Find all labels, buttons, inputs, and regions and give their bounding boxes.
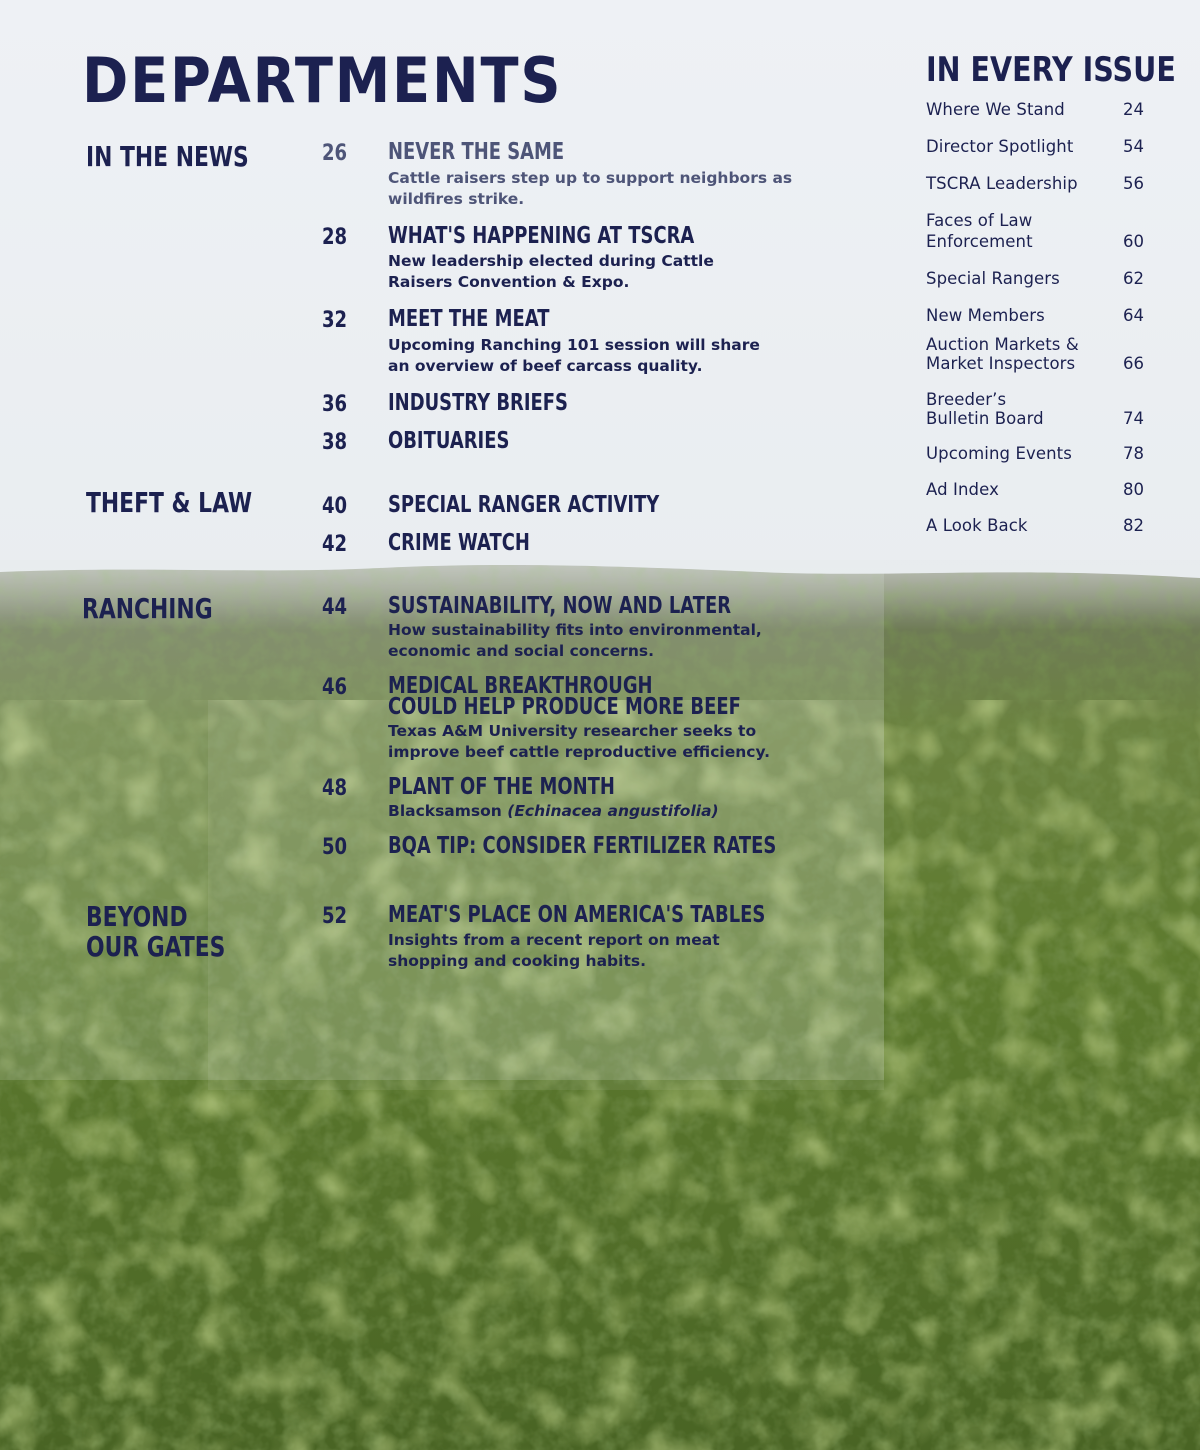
issue-item[interactable]	[926, 332, 1144, 374]
issue-item[interactable]	[926, 267, 1144, 289]
entry-title: CRIME WATCH	[388, 530, 530, 556]
plant-scientific-name: (Echinacea angustifolia)	[507, 802, 719, 820]
entry-description	[388, 801, 808, 822]
entry-title: WHAT'S HAPPENING AT TSCRA	[388, 223, 695, 249]
issue-item[interactable]	[926, 478, 1144, 500]
plant-common-name: Blacksamson	[388, 802, 502, 820]
issue-item-page: 24	[1123, 100, 1144, 119]
section-label: IN THE NEWS	[86, 140, 249, 173]
issue-item-page: 60	[1123, 232, 1144, 251]
issue-item-page: 74	[1123, 409, 1144, 428]
issue-item[interactable]	[926, 135, 1144, 157]
entry-page-number: 36	[322, 392, 348, 417]
issue-item-page: 82	[1123, 516, 1144, 535]
entry-page-number: 52	[322, 904, 348, 929]
entry-page-number: 42	[322, 532, 348, 557]
issue-item-page: 66	[1123, 354, 1144, 373]
issue-item-label-line-1: Faces of Law	[926, 211, 1033, 230]
issue-item-page: 62	[1123, 269, 1144, 288]
section-label-line-2: OUR GATES	[86, 930, 226, 963]
entry-page-number: 40	[322, 494, 348, 519]
entry-description: Cattle raisers step up to support neighbors as wildfires strike.	[388, 169, 793, 208]
entry-title: MEAT'S PLACE ON AMERICA'S TABLES	[388, 902, 766, 928]
issue-item-page: 54	[1123, 137, 1144, 156]
entry-title: OBITUARIES	[388, 428, 510, 454]
issue-item-label: Special Rangers	[926, 269, 1060, 288]
entry-title: MEET THE MEAT	[388, 306, 550, 332]
issue-item-page: 78	[1123, 444, 1144, 463]
section-label: RANCHING	[82, 592, 213, 625]
entry-page-number: 28	[322, 225, 348, 250]
issue-item-label-line-1: Auction Markets &	[926, 335, 1079, 354]
issue-item-label-line-1: Breeder’s	[926, 390, 1007, 409]
entry-description: Insights from a recent report on meat shopping and cooking habits.	[388, 931, 720, 970]
issue-item-label: New Members	[926, 306, 1045, 325]
issue-item-page: 80	[1123, 480, 1144, 499]
entry-page-number: 32	[322, 308, 348, 333]
issue-item-label-line-2: Bulletin Board	[926, 409, 1044, 428]
in-every-issue-heading: IN EVERY ISSUE	[926, 50, 1176, 90]
entry-page-number: 38	[322, 430, 348, 455]
entry-title: PLANT OF THE MONTH	[388, 774, 615, 800]
entry-description: How sustainability fits into environmental, economic and social concerns.	[388, 621, 762, 660]
entry-page-number: 48	[322, 776, 348, 801]
entry-title-line-1: MEDICAL BREAKTHROUGH	[388, 673, 653, 699]
entry-title: SUSTAINABILITY, NOW AND LATER	[388, 593, 732, 619]
issue-item-page: 64	[1123, 306, 1144, 325]
entry-title: SPECIAL RANGER ACTIVITY	[388, 492, 660, 518]
issue-item-label: A Look Back	[926, 516, 1028, 535]
issue-item-label: TSCRA Leadership	[926, 174, 1078, 193]
issue-item-page: 56	[1123, 174, 1144, 193]
section-label: THEFT & LAW	[86, 486, 253, 519]
entry-title-line-2: COULD HELP PRODUCE MORE BEEF	[388, 694, 741, 720]
issue-item-label-line-2: Market Inspectors	[926, 354, 1076, 373]
entry-description: New leadership elected during Cattle Raisers Convention & Expo.	[388, 252, 714, 291]
entry-page-number: 26	[322, 141, 348, 166]
entry-description: Upcoming Ranching 101 session will share an overview of beef carcass quality.	[388, 336, 760, 375]
issue-item[interactable]	[926, 387, 1144, 429]
page-title: DEPARTMENTS	[82, 44, 563, 117]
entry-page-number: 50	[322, 835, 348, 860]
issue-item[interactable]	[926, 210, 1144, 252]
entry-page-number: 46	[322, 675, 348, 700]
issue-item[interactable]	[926, 172, 1144, 194]
entry-page-number: 44	[322, 595, 348, 620]
entry-title: BQA TIP: CONSIDER FERTILIZER RATES	[388, 833, 777, 859]
issue-item-label-line-2: Enforcement	[926, 232, 1033, 251]
issue-item[interactable]	[926, 304, 1144, 326]
entry-description: Texas A&M University researcher seeks to improve beef cattle reproductive efficiency.	[388, 722, 771, 761]
issue-item-label: Ad Index	[926, 480, 999, 499]
entry-title: NEVER THE SAME	[388, 139, 565, 165]
issue-item[interactable]	[926, 442, 1144, 464]
issue-item-label: Upcoming Events	[926, 444, 1072, 463]
issue-item-label: Where We Stand	[926, 100, 1065, 119]
issue-item[interactable]	[926, 514, 1144, 536]
section-label-line-1: BEYOND	[86, 900, 188, 933]
issue-item[interactable]	[926, 98, 1144, 120]
entry-title: INDUSTRY BRIEFS	[388, 390, 568, 416]
issue-item-label: Director Spotlight	[926, 137, 1074, 156]
